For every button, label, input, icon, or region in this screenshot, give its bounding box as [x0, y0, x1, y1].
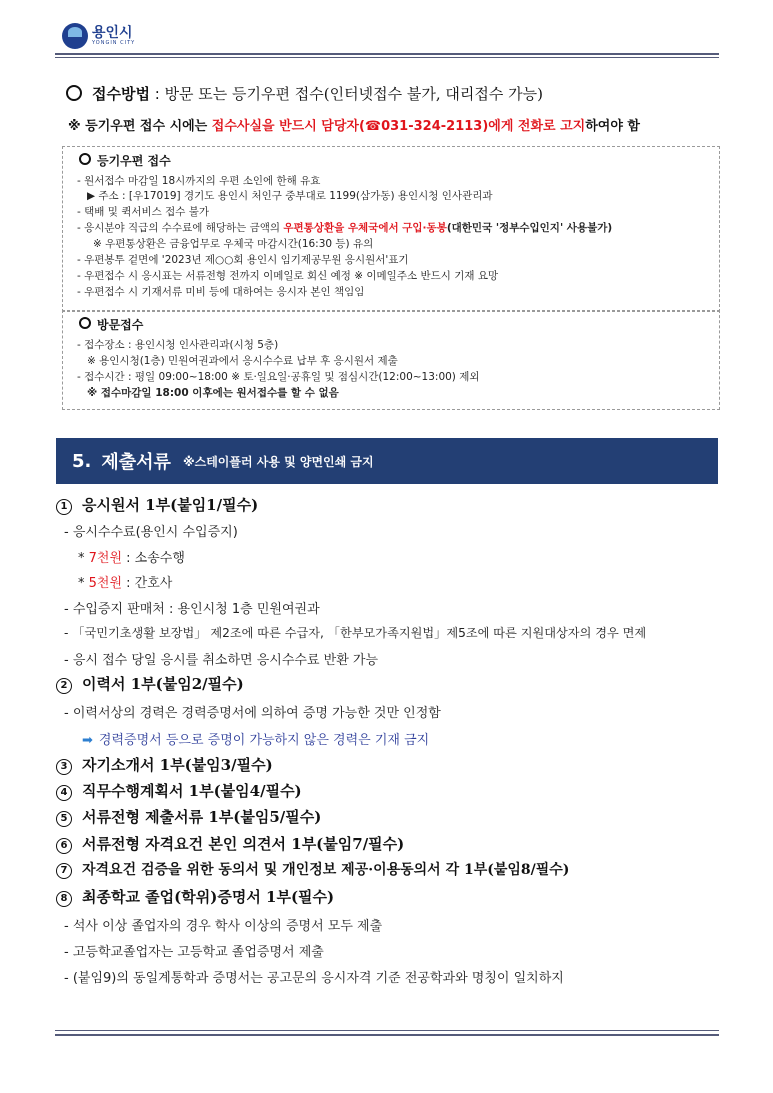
section-subtitle: ※스테이플러 사용 및 양면인쇄 금지 — [182, 454, 374, 469]
section-header — [56, 438, 718, 484]
item-text: 최종학교 졸업(학위)증명서 1부(필수) — [82, 888, 335, 906]
visit-line-3: - 접수시간 : 평일 09:00~18:00 ※ 토·일요일·공휴일 및 점심시간(12:00~13:00) 제외 — [77, 371, 480, 383]
visit-line-2: ※ 용인시청(1층) 민원여권과에서 응시수수료 납부 후 응시원서 제출 — [87, 355, 398, 367]
mail-line-5: ※ 우편통상환은 금융업무로 우체국 마감시간(16:30 등) 유의 — [93, 238, 374, 250]
item-number: 8 — [56, 891, 72, 907]
bullet-circle-icon — [66, 85, 82, 101]
visit-box-title — [79, 316, 143, 333]
method-heading: 접수방법 — [92, 85, 150, 103]
fee-7k: 7천원 — [88, 551, 123, 566]
item1-sub-2: * 7천원 : 소송수행 — [78, 551, 185, 566]
item1-sub-1: - 응시수수료(용인시 수입증지) — [64, 525, 238, 540]
item8-sub-2: - 고등학교졸업자는 고등학교 졸업증명서 제출 — [64, 945, 324, 960]
method-desc: 방문 또는 등기우편 접수(인터넷접수 불가, 대리접수 가능) — [164, 85, 543, 103]
item2-sub-2 — [82, 729, 429, 748]
section-number: 5. — [72, 450, 92, 472]
item2-sub-2-text: 경력증명서 등으로 증명이 가능하지 않은 경력은 기재 금지 — [98, 733, 430, 748]
item-text: 서류전형 자격요건 본인 의견서 1부(붙임7/필수) — [82, 835, 405, 853]
mail-line-4-red: 우편통상환을 우체국에서 구입·동봉 — [283, 222, 447, 234]
mail-receipt-box — [62, 146, 720, 312]
item1-sub-3: * 5천원 : 간호사 — [78, 576, 173, 591]
header-rule — [55, 53, 719, 55]
mail-line-6: - 우편봉투 겉면에 '2023년 제○○회 용인시 임기제공무원 응시원서'표기 — [77, 254, 409, 266]
item2-sub-1: - 이력서상의 경력은 경력증명서에 의하여 증명 가능한 것만 인정함 — [64, 706, 441, 721]
mail-line-8: - 우편접수 시 기재서류 미비 등에 대하여는 응시자 본인 책임임 — [77, 286, 365, 298]
item8-sub-1: - 석사 이상 졸업자의 경우 학사 이상의 증명서 모두 제출 — [64, 919, 383, 934]
mail-note — [68, 115, 640, 134]
item1-sub-6: - 응시 접수 당일 응시를 취소하면 응시수수료 반환 가능 — [64, 653, 379, 668]
doc-item-5 — [56, 806, 321, 827]
item-number: 7 — [56, 863, 72, 879]
logo-name: 용인시 — [92, 25, 133, 41]
fee-7k-desc: : 소송수행 — [122, 551, 185, 566]
visit-title-text: 방문접수 — [97, 318, 144, 332]
fee-5k: 5천원 — [88, 576, 123, 591]
item1-sub-5: - 「국민기초생활 보장법」 제2조에 따른 수급자, 「한부모가족지원법」제5조에 따른 지원대상자의 경우 면제 — [64, 626, 647, 640]
mail-line-4a: - 응시분야 직급의 수수료에 해당하는 금액의 — [77, 222, 284, 234]
item-number: 6 — [56, 838, 72, 854]
bullet-circle-icon — [79, 317, 91, 329]
doc-item-2 — [56, 673, 244, 694]
item8-sub-3: - (붙임9)의 동일계통학과 증명서는 공고문의 응시자격 기준 전공학과와 명칭이 일치하지 — [64, 971, 564, 986]
doc-item-7 — [56, 859, 569, 879]
arrow-right-icon: ➡ — [82, 733, 93, 748]
footer-rule — [55, 1034, 719, 1036]
item-text: 이력서 1부(붙임2/필수) — [82, 675, 244, 693]
note-suffix: 하여야 함 — [585, 119, 640, 134]
item-number: 1 — [56, 499, 72, 515]
footer-rule-thin — [55, 1030, 719, 1031]
item-text: 서류전형 제출서류 1부(붙임5/필수) — [82, 808, 322, 826]
visit-line-1: - 접수장소 : 용인시청 인사관리과(시청 5층) — [77, 339, 279, 351]
visit-receipt-box — [62, 310, 720, 410]
item-text: 자기소개서 1부(붙임3/필수) — [82, 756, 273, 774]
fee-5k-desc: : 간호사 — [122, 576, 173, 591]
mail-line-1: - 원서접수 마감일 18시까지의 우편 소인에 한해 유효 — [77, 175, 321, 187]
mail-line-7: - 우편접수 시 응시표는 서류전형 전까지 이메일로 회신 예정 ※ 이메일주소 반드시 기재 요망 — [77, 270, 499, 282]
item-text: 자격요건 검증을 위한 동의서 및 개인정보 제공·이용동의서 각 1부(붙임8/필수) — [82, 862, 570, 878]
item-number: 4 — [56, 785, 72, 801]
note-prefix: ※ 등기우편 접수 시에는 — [68, 119, 212, 134]
section-title: 제출서류 — [101, 452, 171, 473]
city-emblem-icon — [62, 23, 88, 49]
mail-line-4b: (대한민국 '정부수입인지' 사용불가) — [446, 222, 613, 234]
mail-title-text: 등기우편 접수 — [97, 154, 171, 168]
item-text: 응시원서 1부(붙임1/필수) — [82, 496, 259, 514]
header-rule-thin — [55, 57, 719, 58]
doc-item-3 — [56, 754, 273, 775]
doc-item-1 — [56, 494, 258, 515]
item-number: 3 — [56, 759, 72, 775]
item-number: 2 — [56, 678, 72, 694]
mail-line-2: ▶ 주소 : [우17019] 경기도 용인시 처인구 중부대로 1199(삼가동) 용인시청 인사관리과 — [87, 190, 493, 202]
yongin-city-logo — [62, 21, 135, 51]
note-red: 접수사실을 반드시 담당자(☎031-324-2113)에게 전화로 고지 — [211, 119, 586, 134]
mail-line-4 — [77, 220, 612, 235]
item1-sub-4: - 수입증지 판매처 : 용인시청 1층 민원여권과 — [64, 602, 320, 617]
visit-line-4: ※ 접수마감일 18:00 이후에는 원서접수를 할 수 없음 — [87, 387, 339, 399]
item-text: 직무수행계획서 1부(붙임4/필수) — [82, 782, 302, 800]
doc-item-8 — [56, 886, 334, 907]
receipt-method — [66, 83, 543, 104]
item-number: 5 — [56, 811, 72, 827]
doc-item-6 — [56, 833, 404, 854]
method-sep: : — [149, 85, 165, 103]
mail-line-3: - 택배 및 퀵서비스 접수 불가 — [77, 206, 210, 218]
doc-item-4 — [56, 780, 302, 801]
logo-sub: YONGIN CITY — [92, 40, 136, 46]
mail-box-title — [79, 152, 171, 169]
bullet-circle-icon — [79, 153, 91, 165]
